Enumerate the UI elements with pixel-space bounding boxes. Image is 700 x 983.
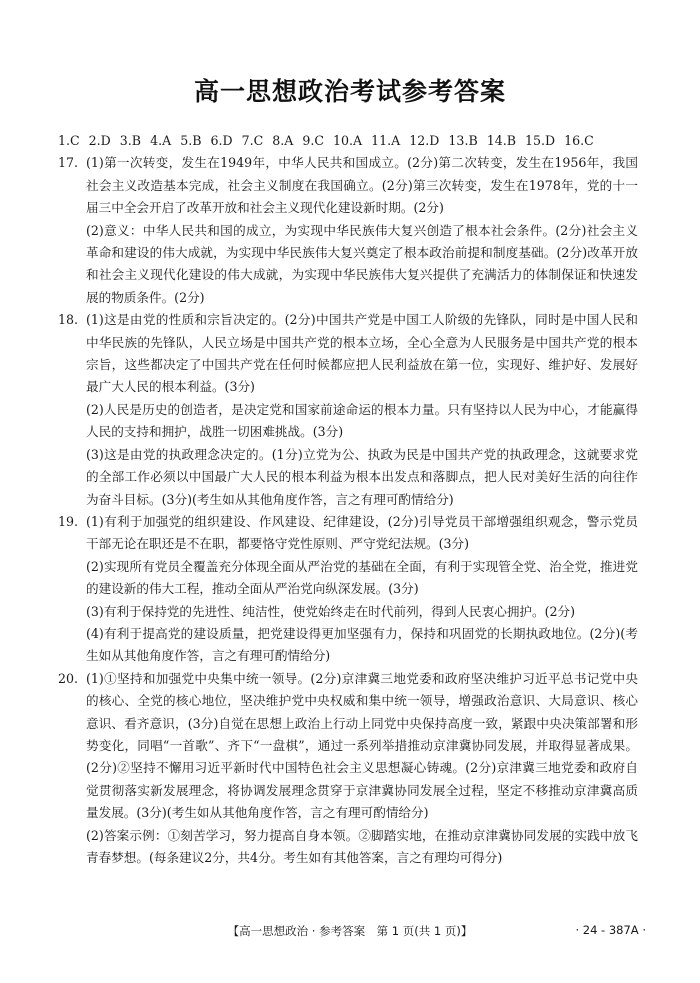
answer-paragraph: (1)这是由党的性质和宗旨决定的。(2分)中国共产党是中国工人阶级的先锋队，同时是中国人民和中华民族的先锋队，人民立场是中国共产党的根本立场，全心全意为人民服务是中国共产党的根本宗旨，这些都决定了中国共产党在任何时候都应把人民利益放在第一位，实现好、维护好、发展好最广大人民的根本利益。(3分) [86, 312, 638, 395]
footer-paper-code: · 24 - 387A · [575, 923, 646, 937]
choice-answer: 12.D [409, 133, 440, 148]
question-19 [58, 511, 638, 668]
choice-answer: 10.A [333, 133, 363, 148]
answer-paragraph: (2)实现所有党员全覆盖充分体现全面从严治党的基础在全面，有利于实现管全党、治全党，推进党的建设新的伟大工程，推动全面从严治党向纵深发展。(3分) [86, 558, 638, 597]
choice-answer: 5.B [180, 133, 202, 148]
choice-answer: 15.D [525, 133, 556, 148]
answer-content [58, 130, 638, 869]
answer-paragraph: (2)意义：中华人民共和国的成立，为实现中华民族伟大复兴创造了根本社会条件。(2分)社会主义革命和建设的伟大成就，为实现中华民族伟大复兴奠定了根本政治前提和制度基础。(2分)改革开放和社会主义现代化建设的伟大成就，为实现中华民族伟大复兴提供了充满活力的体制保证和快速发展的物质条件。(2分) [86, 222, 638, 305]
answer-paragraph: (2)人民是历史的创造者，是决定党和国家前途命运的根本力量。只有坚持以人民为中心，才能赢得人民的支持和拥护，战胜一切困难挑战。(3分) [86, 401, 638, 440]
question-number: 18. [58, 312, 79, 328]
answer-paragraph: (3)有利于保持党的先进性、纯洁性，使党始终走在时代前列，得到人民衷心拥护。(2分) [86, 603, 576, 619]
question-17 [58, 152, 638, 309]
answer-paragraph: (1)①坚持和加强党中央集中统一领导。(2分)京津冀三地党委和政府坚决维护习近平总书记党中央的核心、全党的核心地位，坚决维护党中央权威和集中统一领导，增强政治意识、大局意识、核心意识、看齐意识，(3分)自觉在思想上政治上行动上同党中央保持高度一致，紧跟中央决策部署和形势变化，同唱“一首歌”、齐下“一盘棋”，通过一系列举措推动京津冀协同发展，并取得显著成果。(2分)②坚持不懈用习近平新时代中国特色社会主义思想凝心铸魂。(2分)京津冀三地党委和政府自觉贯彻落实新发展理念，将协调发展理念贯穿于京津冀协同发展全过程，坚定不移推动京津冀高质量发展。(3分)(考生如从其他角度作答，言之有理可酌情给分) [86, 670, 638, 821]
choice-answer: 8.A [272, 133, 294, 148]
choice-answer: 4.A [150, 133, 172, 148]
choice-answer: 14.B [486, 133, 517, 148]
answer-paragraph: (2)答案示例：①刻苦学习，努力提高自身本领。②脚踏实地，在推动京津冀协同发展的实践中放飞青春梦想。(每条建议2分，共4分。考生如有其他答案，言之有理均可得分) [86, 827, 638, 865]
multiple-choice-answers [58, 130, 638, 152]
choice-answer: 2.D [88, 133, 111, 148]
page-footer [0, 923, 700, 941]
choice-answer: 7.C [241, 133, 264, 148]
answer-paragraph: (1)第一次转变，发生在1949年，中华人民共和国成立。(2分)第二次转变，发生在1956年，我国社会主义改造基本完成，社会主义制度在我国确立。(2分)第三次转变，发生在1978年，党的十一届三中全会开启了改革开放和社会主义现代化建设新时期。(2分) [86, 155, 638, 216]
answer-paragraph: (4)有利于提高党的建设质量，把党建设得更加坚强有力，保持和巩固党的长期执政地位。(2分)(考生如从其他角度作答，言之有理可酌情给分) [86, 625, 638, 664]
choice-answer: 9.C [302, 133, 325, 148]
question-number: 17. [58, 155, 79, 171]
choice-answer: 13.B [448, 133, 478, 148]
choice-answer: 16.C [564, 133, 594, 148]
choice-answer: 6.D [210, 133, 233, 148]
choice-answer: 3.B [119, 133, 142, 148]
question-number: 20. [58, 670, 79, 686]
question-20 [58, 668, 638, 870]
choice-answer: 11.A [371, 133, 401, 148]
choice-answer: 1.C [58, 133, 80, 148]
answer-paragraph: (3)这是由党的执政理念决定的。(1分)立党为公、执政为民是中国共产党的执政理念，这就要求党的全部工作必须以中国最广大人民的根本利益为根本出发点和落脚点，把人民对美好生活的向往作为奋斗目标。(3分)(考生如从其他角度作答，言之有理可酌情给分) [86, 446, 638, 507]
footer-page-info: 【高一思想政治 · 参考答案 第 1 页(共 1 页)】 [227, 924, 473, 938]
answer-paragraph: (1)有利于加强党的组织建设、作风建设、纪律建设，(2分)引导党员干部增强组织观念，警示党员干部无论在职还是不在职，都要恪守党性原则、严守党纪法规。(3分) [86, 513, 638, 552]
question-18 [58, 309, 638, 511]
question-number: 19. [58, 513, 79, 529]
document-title: 高一思想政治考试参考答案 [193, 77, 506, 106]
